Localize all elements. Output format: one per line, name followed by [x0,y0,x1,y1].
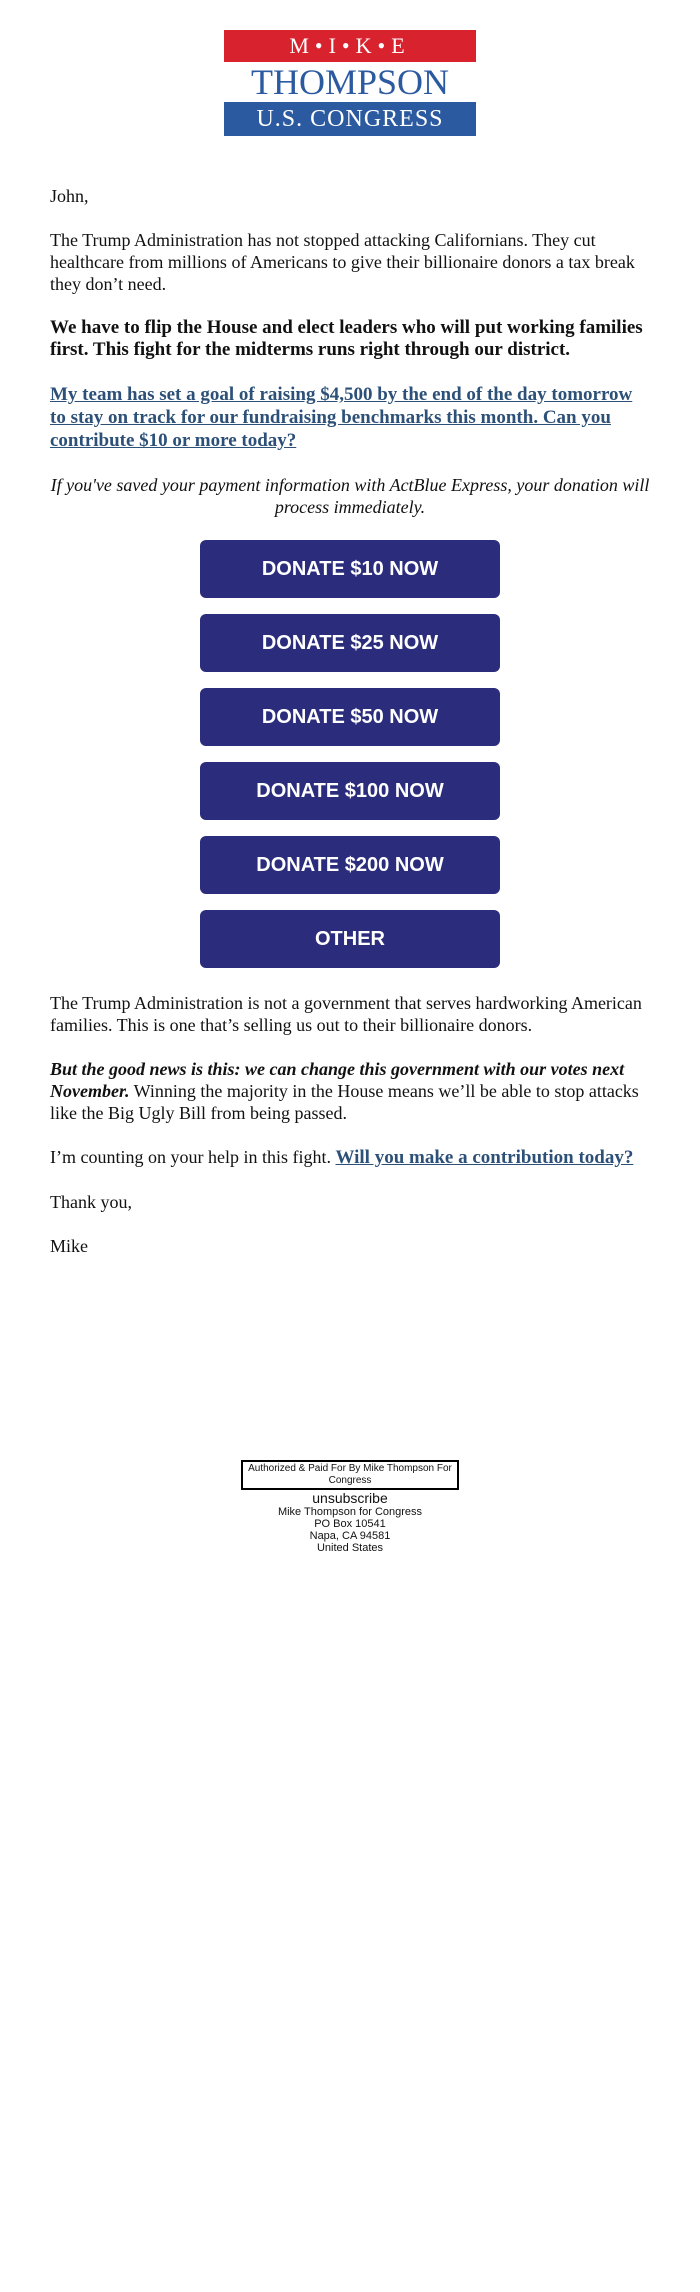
email-body [50,185,650,1279]
paragraph-2: We have to flip the House and elect leaders who will put working families first. This fight for the midterms runs right through our district. [50,317,643,360]
paragraph-4-rest: Winning the majority in the House means we’ll be able to stop attacks like the Big Ugly Bill from being passed. [50,1081,639,1123]
thanks: Thank you, [50,1192,132,1212]
paragraph-3: The Trump Administration is not a government that serves hardworking American families. This is one that’s selling us out to their billionaire donors. [50,993,642,1035]
donate-10-button[interactable]: DONATE $10 NOW [200,540,500,598]
logo-first-name: M•I•K•E [224,30,476,62]
email-footer [0,1460,700,1554]
paragraph-4-bold: But the good news is this: we can change this government with our votes next November. [50,1059,625,1101]
footer-org: Mike Thompson for Congress [277,1506,423,1518]
paragraph-5-text: I’m counting on your help in this fight. [50,1147,336,1167]
paragraph-1: The Trump Administration has not stopped attacking Californians. They cut healthcare from millions of Americans to give their billionaire donors a tax break they don’t need. [50,230,635,294]
authorized-box: Authorized & Paid For By Mike Thompson For Congress [241,1460,459,1490]
paragraph-4 [50,1058,650,1124]
paragraph-5 [50,1146,650,1169]
donate-goal-link[interactable]: My team has set a goal of raising $4,500 by the end of the day tomorrow to stay on track for our fundraising benchmarks this month. Can you contribute $10 or more today? [50,384,633,451]
unsubscribe-link[interactable]: unsubscribe [312,1490,388,1506]
logo-last-name: THOMPSON [224,62,476,102]
campaign-logo [224,30,476,136]
donate-other-button[interactable]: OTHER [200,910,500,968]
contribution-link[interactable]: Will you make a contribution today? [335,1147,634,1168]
donate-100-button[interactable]: DONATE $100 NOW [200,762,500,820]
footer-box: PO Box 10541 [314,1518,386,1530]
actblue-note: If you've saved your payment information with ActBlue Express, your donation will process immediately. [50,475,650,517]
footer-country: United States [316,1542,384,1554]
donate-50-button[interactable]: DONATE $50 NOW [200,688,500,746]
signature: Mike [50,1236,88,1256]
logo-office: U.S. CONGRESS [224,102,476,136]
footer-city: Napa, CA 94581 [309,1530,391,1542]
greeting: John, [50,186,89,206]
donate-25-button[interactable]: DONATE $25 NOW [200,614,500,672]
donate-200-button[interactable]: DONATE $200 NOW [200,836,500,894]
donation-buttons [50,540,650,968]
